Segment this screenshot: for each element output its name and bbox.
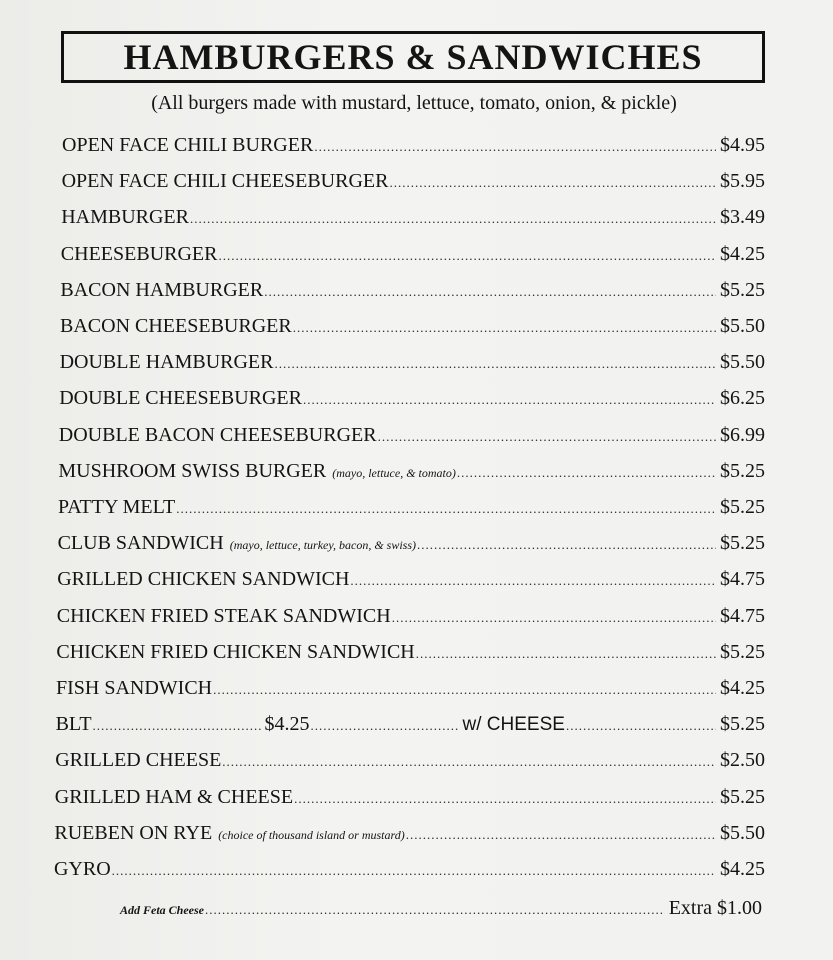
- dot-leader: [218, 244, 716, 268]
- item-name: RUEBEN ON RYE: [54, 821, 213, 844]
- cheese-option-label: w/ CHEESE: [462, 714, 565, 736]
- dot-leader: [205, 898, 665, 922]
- item-name: BACON CHEESEBURGER: [60, 315, 292, 337]
- dot-leader: [303, 388, 716, 412]
- menu-subtitle: (All burgers made with mustard, lettuce, tomato, onion, & pickle): [151, 92, 677, 114]
- item-name: GRILLED CHEESE: [55, 749, 222, 772]
- menu-item-row: [60, 350, 765, 374]
- menu-item-row: [62, 133, 765, 157]
- item-price: $5.50: [720, 315, 765, 337]
- item-price: $5.25: [719, 532, 765, 555]
- dot-leader: [93, 714, 261, 738]
- dot-leader: [293, 316, 716, 340]
- menu-item-row: [61, 205, 765, 229]
- item-name: CHICKEN FRIED STEAK SANDWICH: [56, 604, 391, 627]
- item-price: $4.25: [720, 677, 765, 699]
- add-on-row: [120, 896, 762, 920]
- cheese-option-price: $5.25: [719, 713, 765, 736]
- item-name: GRILLED CHICKEN SANDWICH: [57, 568, 350, 591]
- dot-leader: [457, 461, 716, 485]
- item-price: $5.50: [719, 351, 765, 374]
- dot-leader: [264, 280, 716, 304]
- dot-leader: [417, 533, 716, 557]
- dot-leader: [213, 678, 716, 702]
- item-price: $4.75: [719, 568, 765, 591]
- menu-item-row: [54, 821, 765, 845]
- menu-item-row: [60, 314, 765, 338]
- item-name: DOUBLE HAMBURGER: [59, 351, 274, 374]
- item-price: $5.25: [719, 640, 765, 663]
- add-on-label: Add Feta Cheese: [120, 903, 204, 917]
- menu-item-row: [55, 748, 765, 772]
- item-price: $5.25: [719, 785, 765, 808]
- item-name: DOUBLE CHEESEBURGER: [59, 387, 302, 410]
- menu-title: HAMBURGERS & SANDWICHES: [123, 37, 703, 77]
- item-price: $6.25: [719, 387, 765, 410]
- item-price: $6.99: [719, 423, 765, 446]
- menu-item-row: [56, 676, 765, 700]
- dot-leader: [392, 606, 716, 630]
- menu-item-row: [58, 459, 765, 483]
- item-price: $2.50: [719, 749, 765, 772]
- item-name: CLUB SANDWICH: [57, 532, 224, 555]
- item-name: HAMBURGER: [61, 206, 189, 229]
- add-on-price: Extra $1.00: [668, 897, 762, 919]
- menu-item-row: [62, 169, 765, 193]
- menu-item-row: [55, 785, 765, 809]
- dot-leader: [389, 171, 716, 195]
- item-name: OPEN FACE CHILI CHEESEBURGER: [61, 170, 389, 193]
- menu-item-row: [60, 278, 765, 302]
- dot-leader: [294, 787, 716, 811]
- dot-leader: [350, 569, 716, 593]
- item-name: GYRO: [54, 858, 111, 880]
- item-price: $5.25: [720, 496, 765, 518]
- item-price: $4.25: [264, 713, 310, 736]
- menu-item-row: [59, 386, 765, 410]
- item-price: $4.95: [720, 134, 765, 156]
- item-name: CHICKEN FRIED CHICKEN SANDWICH: [56, 640, 415, 663]
- dot-leader: [222, 750, 716, 774]
- menu-item-row: [58, 531, 765, 555]
- item-name: MUSHROOM SWISS BURGER: [58, 459, 327, 482]
- item-description: (mayo, lettuce, turkey, bacon, & swiss): [229, 538, 417, 553]
- dot-leader: [190, 207, 716, 231]
- item-name: OPEN FACE CHILI BURGER: [62, 134, 314, 156]
- item-name: GRILLED HAM & CHEESE: [54, 785, 294, 808]
- item-name: BLT: [55, 713, 92, 736]
- menu-item-row: [59, 423, 765, 447]
- item-name: BACON HAMBURGER: [60, 278, 264, 301]
- item-price: $4.25: [720, 858, 765, 880]
- dot-leader: [416, 642, 716, 666]
- menu-item-row: [58, 495, 765, 519]
- item-price: $4.75: [719, 604, 765, 627]
- menu-item-row: [61, 242, 765, 266]
- menu-item-row: [54, 857, 765, 881]
- item-price: $5.25: [719, 459, 765, 482]
- item-description: (choice of thousand island or mustard): [218, 827, 405, 842]
- menu-item-row: [56, 640, 765, 664]
- item-name: FISH SANDWICH: [56, 677, 213, 699]
- item-name: CHEESEBURGER: [60, 242, 218, 265]
- item-price: $5.25: [719, 278, 765, 301]
- dot-leader: [566, 714, 716, 738]
- item-price: $3.49: [719, 206, 765, 229]
- dot-leader: [378, 425, 716, 449]
- dot-leader: [275, 352, 716, 376]
- item-price: $5.95: [719, 170, 765, 193]
- item-price: $5.50: [719, 821, 765, 844]
- menu-item-row: [57, 604, 765, 628]
- dot-leader: [311, 714, 459, 738]
- item-name: PATTY MELT: [58, 496, 176, 518]
- menu-item-row-blt: [56, 712, 765, 736]
- dot-leader: [406, 823, 716, 847]
- menu-item-row: [57, 567, 765, 591]
- item-price: $4.25: [719, 242, 765, 265]
- dot-leader: [314, 135, 716, 159]
- dot-leader: [112, 859, 716, 883]
- item-description: (mayo, lettuce, & tomato): [332, 465, 456, 480]
- dot-leader: [176, 497, 716, 521]
- item-name: DOUBLE BACON CHEESEBURGER: [58, 423, 377, 446]
